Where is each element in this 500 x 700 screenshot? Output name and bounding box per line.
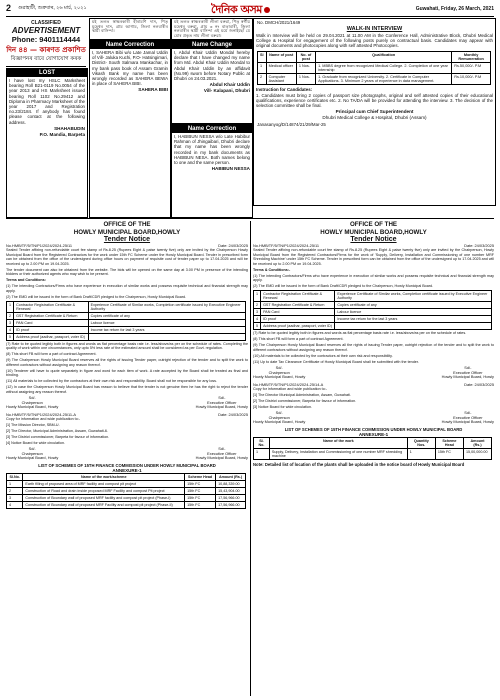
table-cell: Construction of Road and drain inside proposed MRF Facility and compost Pit project: [23, 488, 185, 495]
lost-name: SHAHABUDIN: [54, 125, 85, 131]
lost-notice: [6, 68, 88, 218]
tender-right-office-1: OFFICE OF THE: [349, 221, 398, 228]
table-cell: 15th FC: [185, 488, 216, 495]
walkin-th-pay: Monthly Remuneration: [452, 51, 491, 62]
tender-right-sig-eo: [442, 366, 494, 380]
name-change-heading: Name Change: [172, 41, 252, 49]
table-cell: [88, 333, 245, 340]
table-cell: 5: [7, 333, 14, 340]
table-cell: Income tax return for the last 3 years: [335, 316, 492, 323]
table-cell: Contractor Registration Certificate & Renewal: [14, 301, 89, 312]
table-row: [254, 309, 492, 316]
name-change-notice: [171, 40, 253, 124]
classified-label: CLASSIFIED: [31, 20, 61, 26]
tender-left-annexure: ANNEXURE-1: [112, 468, 142, 474]
tender-left-tc-head: Terms and Conditions:: [6, 278, 46, 282]
sig-line: Sd/-: [28, 446, 36, 452]
sig-line: Sd/-: [275, 365, 283, 370]
walkin-cell: Rs.50,000/- P.M: [452, 62, 491, 73]
tender-left-tc1: (1) The intending Contractors/Firms who have experience in execution of similar works and possess requisite technical and financial strength may apply.: [6, 284, 248, 293]
name-correction-1-sig: SAHERA BIBI: [138, 87, 168, 93]
tender-left-sig-eo: [196, 396, 248, 410]
tender-right-tc2: (2) The EMD will be issued in the form of Bank Draft/CDR pledged to the Chairperson, Howly Municipal Board.: [253, 284, 434, 288]
tender-left-copy4: [4] Notice Board for wide circulation.: [6, 440, 66, 445]
tender-right-annexure-table: [253, 437, 492, 460]
classified-phone: Phone: 9401114444: [11, 35, 81, 44]
tender-left-copy-head: Copy for information and wide publication to:-: [6, 416, 80, 421]
name-change-text: I, Abdul Khair Uddin Mondal hereby declare that I have changed my name from Md. Abdul Khair Uddin Mondal to Abdul Khair Uddin by an affidavit (No.99) sworn before Notary Public at Dhubri on 24.03.2021.: [174, 50, 250, 82]
table-row: [7, 502, 246, 509]
table-cell: 1: [7, 301, 14, 312]
tender-left-body5: (9) The Chairperson Howly Municipal Board reserves all the rights of issuing Tender paper, outright rejection of the tender and to split the work to different contractors without assigning any reason thereof.: [6, 358, 248, 367]
walkin-cell: Medical officer: [266, 62, 296, 73]
sig-line: Howly Municipal Board, Howly: [253, 419, 306, 425]
sig-line: Chairperson: [21, 450, 43, 456]
annexure-th: Quantity Nos.: [407, 438, 435, 449]
tender-left-body-b: [6, 342, 248, 395]
walkin-cell: Computer Assistant: [266, 73, 296, 84]
table-cell: 15th FC: [185, 481, 216, 488]
table-cell: 2: [7, 488, 23, 495]
walkin-ref2: Janasanyog/D/14874/21/29/Mar-25: [257, 122, 326, 128]
annexure-th: Amount (Rs.): [463, 438, 491, 449]
sig-line: Sd/-: [464, 365, 472, 370]
annexure-th: Name of the work/scheme: [23, 474, 185, 481]
logo-text: দৈনিক অসম: [211, 3, 262, 16]
sig-line: Sd/-: [275, 410, 283, 416]
sig-line: Executive Officer: [453, 369, 483, 375]
table-cell: Experience Certificate of Similar works, Completion certificate issued by Executive Engineer Authority: [335, 291, 492, 302]
walkin-th-post: Name of post: [266, 51, 296, 62]
walkin-cell: 1. Graduate from recognized University. 2. Certificate in Computer Applications. 3. Minimum 2 years of experience in data management.: [316, 73, 452, 84]
tender-right-copy2: [2] The District commissioner, Barpeta for favour of information.: [253, 398, 357, 403]
tender-left-signatures-2: [6, 447, 248, 461]
name-correction-notice-2: [171, 124, 253, 218]
sig-line: Chairperson: [268, 414, 290, 420]
tender-right-sig-chair-2: [253, 411, 305, 425]
tender-left-copy3: [3] The District commissioner, Barpeta for favour of information.: [6, 434, 110, 439]
name-correction-1-text: I, SAHERA Bibi w/o Late Jamal Uddin of Vill- Jaluka Kuchi, P.O- Hatsingimari, District- South Salmara Mankachar, in my bank pass book of Assam Gramin Vikash Bank my name has been wrongly recorded as SAHERA BEWA in place of SAHERA BIBI.: [92, 50, 168, 87]
table-cell: 3: [7, 495, 23, 502]
tender-left-title: Tender Notice: [103, 236, 151, 243]
table-cell: PAN Card: [14, 319, 89, 326]
tender-left-office-2: HOWLY MUNICIPAL BOARD,HOWLY: [73, 228, 181, 236]
tender-right-signatures-2: [253, 411, 494, 425]
tender-right-copy1: [1] The Director Municipal Administration, Assam, Guwahati.: [253, 392, 351, 397]
walkin-th-count: No. of post: [296, 51, 315, 62]
table-row: [7, 495, 246, 502]
tender-left-annexure-table: [6, 473, 246, 509]
walkin-cell: 1. MBBS degree from recognized Medical College. 2. Completion of one year internship: [316, 62, 452, 73]
newspaper-logo: [211, 1, 283, 15]
lost-text: I have lost my HSLC Marksheet bearing Roll B21-0119 No.0054 of the year 2013 and HS Marksheet issued bearing Roll 1102 No.29412 and Diploma in Pharmacy Marksheet of the year 2017 and Registration no.23/2184. If anybody has found please contact at the following address.: [9, 78, 85, 125]
tender-right-memo: No.HMB/TF/5/TN/P1/2024/2024-25/14-A: [253, 381, 324, 387]
tender-right-title: Tender Notice: [350, 236, 397, 243]
table-cell: Labour licence: [88, 319, 245, 326]
table-cell: 2: [254, 302, 261, 309]
walkin-th-sl: Sl: [258, 51, 267, 62]
sig-line: Executive Officer: [207, 399, 237, 405]
annexure-th: Sl. No.: [254, 438, 270, 449]
name-correction-notice-1: [89, 40, 171, 218]
sig-line: Executive Officer: [453, 414, 483, 420]
walkin-instructions-head: Instruction for Candidates:: [256, 86, 313, 92]
table-cell: Address proof (aadhar, passport, voter ID): [261, 323, 335, 330]
table-cell: 15th FC: [185, 495, 216, 502]
tender-left-body: [6, 248, 248, 299]
tender-left-body4: (8) This short FB will form a part of contract Agreement.: [6, 352, 97, 356]
tender-right-sig-chair: [253, 366, 305, 380]
table-cell: ID proof: [14, 326, 89, 333]
table-cell: GST Registration Certificate & Return: [261, 302, 335, 309]
masthead-right: Guwahati, Friday, 26 March, 2021: [415, 6, 494, 12]
annexure-th: Sl.No.: [7, 474, 23, 481]
tender-left-sig-eo-2: [196, 447, 248, 461]
classified-line2: বিজ্ঞাপনৰ বাবে যোগাযোগ কৰক: [10, 56, 82, 62]
tender-left-body6: (10) Tenderer will have to quote separately in figure and word for each item of work. A rate accepted by the Board shall be treated as final and binding.: [6, 368, 248, 377]
table-cell: 1: [254, 449, 270, 460]
tender-left-ref: No.HMB/TF/5/TN/P1/2024/2024-25/11: [6, 243, 73, 248]
walkin-title: WALK-IN INTERVIEW: [346, 26, 403, 32]
table-cell: Labour licence: [335, 309, 492, 316]
table-cell: Experience Certificate of Similar works, Completion certificate issued by Executive Engineer Authority: [88, 301, 245, 312]
table-cell: Income tax return for last 3 years: [88, 326, 245, 333]
sig-line: Howly Municipal Board, Howly: [441, 419, 494, 425]
walkin-cell: 2: [258, 73, 267, 84]
sig-line: Sd/-: [28, 395, 36, 400]
annexure-th: Scheme Head: [185, 474, 216, 481]
bengali-a-p1: মই তলত স্বাক্ষৰকাৰী লীলা বৰুৱা, পিতৃ স্বৰ্গীয় মহেশ্বৰ বৰুৱা, গ্ৰাম ৩ নং বাতাবাৰী, জিলা নলবাৰীৰ স্থায়ী বাসিন্দা এই মৰ্মে জনাইছোঁ যে মোৰ প্ৰকৃত নাম লীলা বৰুৱা।: [174, 19, 250, 38]
table-cell: Supply, Delivery, Installation and Commissioning of one number MRF shredding machine: [269, 449, 407, 460]
walkin-sig-org: Dhubri Medical College & Hospital, Dhubri (Assam): [322, 115, 427, 121]
sig-line: Howly Municipal Board, Howly: [253, 374, 306, 380]
page-number: 2: [6, 3, 12, 13]
masthead: [6, 2, 494, 17]
table-row: [254, 291, 492, 302]
bengali-b-p1: মই তলত স্বাক্ষৰকাৰী হীৰামণি দাস, পিতৃ মুহেশ্বৰ দাস, গ্ৰাম আগাম, জিলা নলবাৰীৰ স্থায়ী বাসিন্দা।: [92, 19, 168, 34]
tender-left-date: Date: 24/03/2025: [218, 243, 248, 248]
table-cell: Copies certificate of any: [88, 312, 245, 319]
walkin-cell: Rs.10,000/- P.M: [452, 73, 491, 84]
walkin-cell: 1 Nos.: [296, 62, 315, 73]
tender-right-copy-head: Copy for information and wide publication to:-: [253, 386, 327, 391]
table-cell: 10,88,339.00: [216, 481, 246, 488]
annexure-th: Scheme Head: [435, 438, 463, 449]
bengali-notice-b: [89, 18, 171, 40]
walkin-ref: No. DMCH/2021/1649: [257, 20, 301, 25]
table-cell: 1: [7, 481, 23, 488]
tender-left-tc2: (2) The EMD will be issued in the form of Bank Draft/CDR pledged to the Chairperson, Howly Municipal Board.: [6, 294, 187, 299]
tender-right-body7: (11) Up to date Tax Clearance Certificate of Howly Municipal Board shall be submitted with the tender.: [253, 359, 419, 364]
table-cell: 4: [7, 326, 14, 333]
masthead-date: গুৱাহাটী, শুক্ৰবাৰ, ২৬ মাৰ্চ, ২০২১: [18, 5, 87, 11]
name-change-name: Abdul Khair Uddin: [209, 82, 250, 88]
tender-right-body-b: [253, 331, 494, 364]
table-cell: Address proof (aadhar, passport, voter ID): [14, 333, 89, 340]
table-cell: 3: [254, 309, 261, 316]
table-cell: 17,56,966.00: [216, 495, 246, 502]
tender-right-body: [253, 248, 494, 289]
tender-left-sig-chair-2: [6, 447, 58, 461]
column-divider: [250, 221, 251, 696]
tender-right-memo-date: Date: 24/03/2025: [464, 381, 494, 387]
tender-left-body8: (12) In case the Chairperson Howly Municipal Board has reason to believe that the tender is not genuine then he has the right to reject the tender without assigning any reason thereof.: [6, 385, 248, 394]
walkin-sig-name: Principal cum Chief Superintendent: [335, 109, 414, 115]
table-cell: 1: [407, 449, 435, 460]
tender-right-body4: (8) This short FB will form a part of contract Agreement.: [253, 337, 344, 341]
tender-right-body5: (9) The Chairperson Howly Municipal Board reserves all the rights of issuing Tender paper, outright rejection of the tender and to split the work to different contractors without assigning any reason thereof.: [253, 343, 494, 352]
table-row: [254, 323, 492, 330]
table-cell: Contractor Registration Certificate & Renewal: [261, 291, 335, 302]
tender-left-copy2: [2] The Director, Municipal Administration, Assam, Guwahati-6.: [6, 428, 108, 433]
tender-right-body6: (10) All materials to be collected by the contractors at their own risk and responsibility.: [253, 353, 393, 358]
table-cell: [335, 323, 492, 330]
tender-right-office-2: HOWLY MUNICIPAL BOARD,HOWLY: [320, 228, 427, 236]
sig-line: Sd/-: [464, 410, 472, 416]
tender-notice-right: [253, 221, 494, 696]
table-cell: GST Registration Certificate & Return: [14, 312, 89, 319]
tender-left-copy1: [1] The Mission Director, SBM-U.: [6, 422, 60, 427]
tender-right-body1: Sealed Tender affixing non-refundable court fee stamp of Rs.8.25 (Rupees Eight & paise twenty five) only are invited by the Chairperson, Howly Municipal Board from the Registered Contractors/Firms for the work of 'Supply, Delivery, Installation and Commissioning of one number MRF Shredding Machine' under 15th FC Scheme. Tender in prescribed form can be obtained from the office of the undersigned up to 17.04.2025 and will be received up to 2.00 PM on 19.04.2025.: [253, 248, 494, 266]
table-row: [7, 488, 246, 495]
lost-heading: LOST: [7, 69, 87, 77]
tender-right-signatures: [253, 366, 494, 380]
table-cell: ID proof: [261, 316, 335, 323]
name-change-address: Vill- Kalapani, Dhubri: [203, 88, 250, 94]
table-cell: 5: [254, 323, 261, 330]
tender-left-body3: (7) Rate to be quoted legibly both in figures and words as flat percentage basis rate i.e. less/above/as per on the schedule of rates. Completing the quality of work within one circumstances, only upto 5% less rate of the estimated amount shall be considered as per Govt. regulation.: [6, 341, 248, 350]
table-row: [254, 302, 492, 309]
classified-title: ADVERTISEMENT: [11, 26, 81, 35]
tender-right-ref: No.HMB/TF/5/TN/P1/2024/2024-25/11: [253, 243, 320, 248]
name-correction-2-text: I, HABIBUN NESSA w/o Late Habibur Rahman of Jhingaibari, Dhubri declare that my name has been wrongly recorded in my bank documents as HABIBUN NESA. Both names belong to one and the same person.: [174, 134, 250, 166]
table-cell: PAN Card: [261, 309, 335, 316]
walk-in-notice: [253, 18, 496, 206]
walkin-table: [257, 51, 491, 85]
walkin-th-qual: Qualification: [316, 51, 452, 62]
tender-right-list-title: LIST OF SCHEMES OF 15TH FINANCE COMMISSION UNDER HOWLY MUNICIPAL BOARD: [284, 427, 463, 433]
sig-line: Sd/-: [218, 395, 226, 400]
tender-right-body3: (7) Rate to be quoted legibly both in figures and words as flat percentage basis rate i.e. less/above/as per on the schedule of rates.: [253, 331, 467, 335]
table-cell: 3: [7, 319, 14, 326]
tender-right-date: Date: 24/03/2025: [464, 243, 494, 248]
table-row: [7, 319, 246, 326]
walkin-cell: 1: [258, 62, 267, 73]
table-row: [254, 449, 492, 460]
name-correction-2-sig: HABIBUN NESSA: [211, 166, 250, 172]
table-row: [7, 333, 246, 340]
tender-right-sig-eo-2: [442, 411, 494, 425]
name-correction-2-heading: Name Correction: [172, 125, 252, 133]
sig-line: Howly Municipal Board, Howly: [441, 374, 494, 380]
tender-notice-left: [6, 221, 248, 696]
sig-line: Sd/-: [218, 446, 226, 452]
tender-left-office-1: OFFICE OF THE: [103, 221, 151, 228]
tender-left-memo: No.HMB/TF/5/TN/P1/2024/2024-25/11-A: [6, 411, 76, 417]
name-correction-1-heading: Name Correction: [90, 41, 170, 49]
walkin-table-header: [258, 51, 491, 62]
tender-left-signatures: [6, 396, 248, 410]
table-cell: Earth filling of proposed area of MRF facility and compost pit project: [23, 481, 185, 488]
tender-right-copy3: [3] Notice Board for wide circulation.: [253, 404, 313, 409]
tender-right-note: Note: Detailed list of location of the plants shall be uploaded in the notice board of Howly Municipal Board: [253, 462, 465, 468]
tender-left-copy: [6, 417, 248, 446]
annexure-th: Amount (Rs.): [216, 474, 246, 481]
table-cell: 4: [7, 502, 23, 509]
table-cell: 17,56,966.00: [216, 502, 246, 509]
tender-left-sig-chair: [6, 396, 58, 410]
classified-header: [6, 18, 86, 67]
tender-right-copy: [253, 387, 494, 410]
table-row: [258, 73, 491, 84]
tender-right-tc-head: Terms & Conditions:-: [253, 267, 291, 272]
section-divider: [6, 218, 494, 219]
sig-line: Howly Municipal Board, Howly: [195, 455, 248, 461]
annexure-th: Name of the work: [269, 438, 407, 449]
sig-line: Howly Municipal Board, Howly: [195, 404, 248, 410]
annexure-header: [254, 438, 492, 449]
table-cell: Construction of Boundary wall of proposed MRF facility and compost pit project (Phase-I): [23, 495, 185, 502]
sig-line: Chairperson: [268, 369, 290, 375]
tender-left-body2: The tender document can also be obtained from the website. The bids will be opened on the same day at 3.00 PM in presence of the intending bidders or their authorized agents who may wish to be present.: [6, 267, 248, 276]
tender-right-annexure: ANNEXURE-1: [358, 432, 389, 438]
table-cell: Construction of Boundary wall of proposed MRF Facility and compost pit project (Phase-II): [23, 502, 185, 509]
table-cell: 15,43,904.00: [216, 488, 246, 495]
annexure-header: [7, 474, 246, 481]
bengali-notice-a: [171, 18, 253, 40]
table-row: [258, 62, 491, 73]
sig-line: Howly Municipal Board, Howly: [6, 404, 59, 410]
tender-right-tc1: (1) The intending Contractors/Firms who have experience in execution of similar works and possess requisite technical and financial strength may apply.: [253, 273, 494, 282]
tender-left-body7: (11) All materials to be collected by the contractors at their own risk and responsibility. Board shall not be responsible for any loss.: [6, 379, 217, 383]
walkin-cell: 1 Nos.: [296, 73, 315, 84]
classified-line1: দিন ৪৪ — কাৰণত প্ৰকাশিত: [6, 46, 86, 54]
tender-right-req-table: [253, 290, 492, 330]
walkin-intro: Walk in Interview will be held on 29.04.2021 at 11.00 AM in the Conference Hall, Administrative Block, Dhubri Medical College & Hospital for engagement of the following posts purely on contractual basis. Candidates may appear with original documents and photocopies along with self attested Photocopies.: [256, 33, 493, 49]
table-cell: 15th FC: [185, 502, 216, 509]
tender-left-req-table: [6, 301, 246, 341]
table-cell: 2: [7, 312, 14, 319]
table-row: [7, 301, 246, 312]
table-row: [7, 312, 246, 319]
table-cell: Copies certificate of any: [335, 302, 492, 309]
tender-left-memo-date: Date: 24/03/2025: [218, 411, 248, 417]
lost-address: P.O. Mandia, Barpeta: [39, 131, 85, 137]
table-row: [7, 481, 246, 488]
sig-line: Chairperson: [21, 399, 43, 405]
table-cell: 4: [254, 316, 261, 323]
table-row: [7, 326, 246, 333]
sig-line: Executive Officer: [207, 450, 237, 456]
table-cell: 15th FC: [435, 449, 463, 460]
logo-dot-icon: [264, 7, 270, 13]
tender-left-body1: Sealed Tender affixing non-refundable court fee stamp of Rs.8.25 (Rupees Eight & paise twenty five) only are invited by the Chairperson Howly Municipal Board from the Registered Contractors for the work under 15th FC Scheme under the Howly Municipal Board. Tender in prescribed form can be obtained from the office of the undersigned during office hours on payment of requisite cost of tender paper up to 17.04.2025 and will be received up to 2.00 PM on 19.04.2025.: [6, 248, 248, 266]
walkin-instructions: 1. Candidates must bring 2 copies of passport size photographs, original and self attested copies of their educational qualifications, experience certificates etc. 2. No TA/DA will be provided for attending the interview. 3. The decision of the selection committee shall be final.: [256, 92, 493, 109]
table-cell: 15,00,000.00: [463, 449, 491, 460]
sig-line: Howly Municipal Board, Howly: [6, 455, 59, 461]
table-row: [254, 316, 492, 323]
tender-left-list-title: LIST OF SCHEMES OF 15TH FINANCE COMMISSION UNDER HOWLY MUNICIPAL BOARD: [38, 463, 216, 469]
table-cell: 1: [254, 291, 261, 302]
